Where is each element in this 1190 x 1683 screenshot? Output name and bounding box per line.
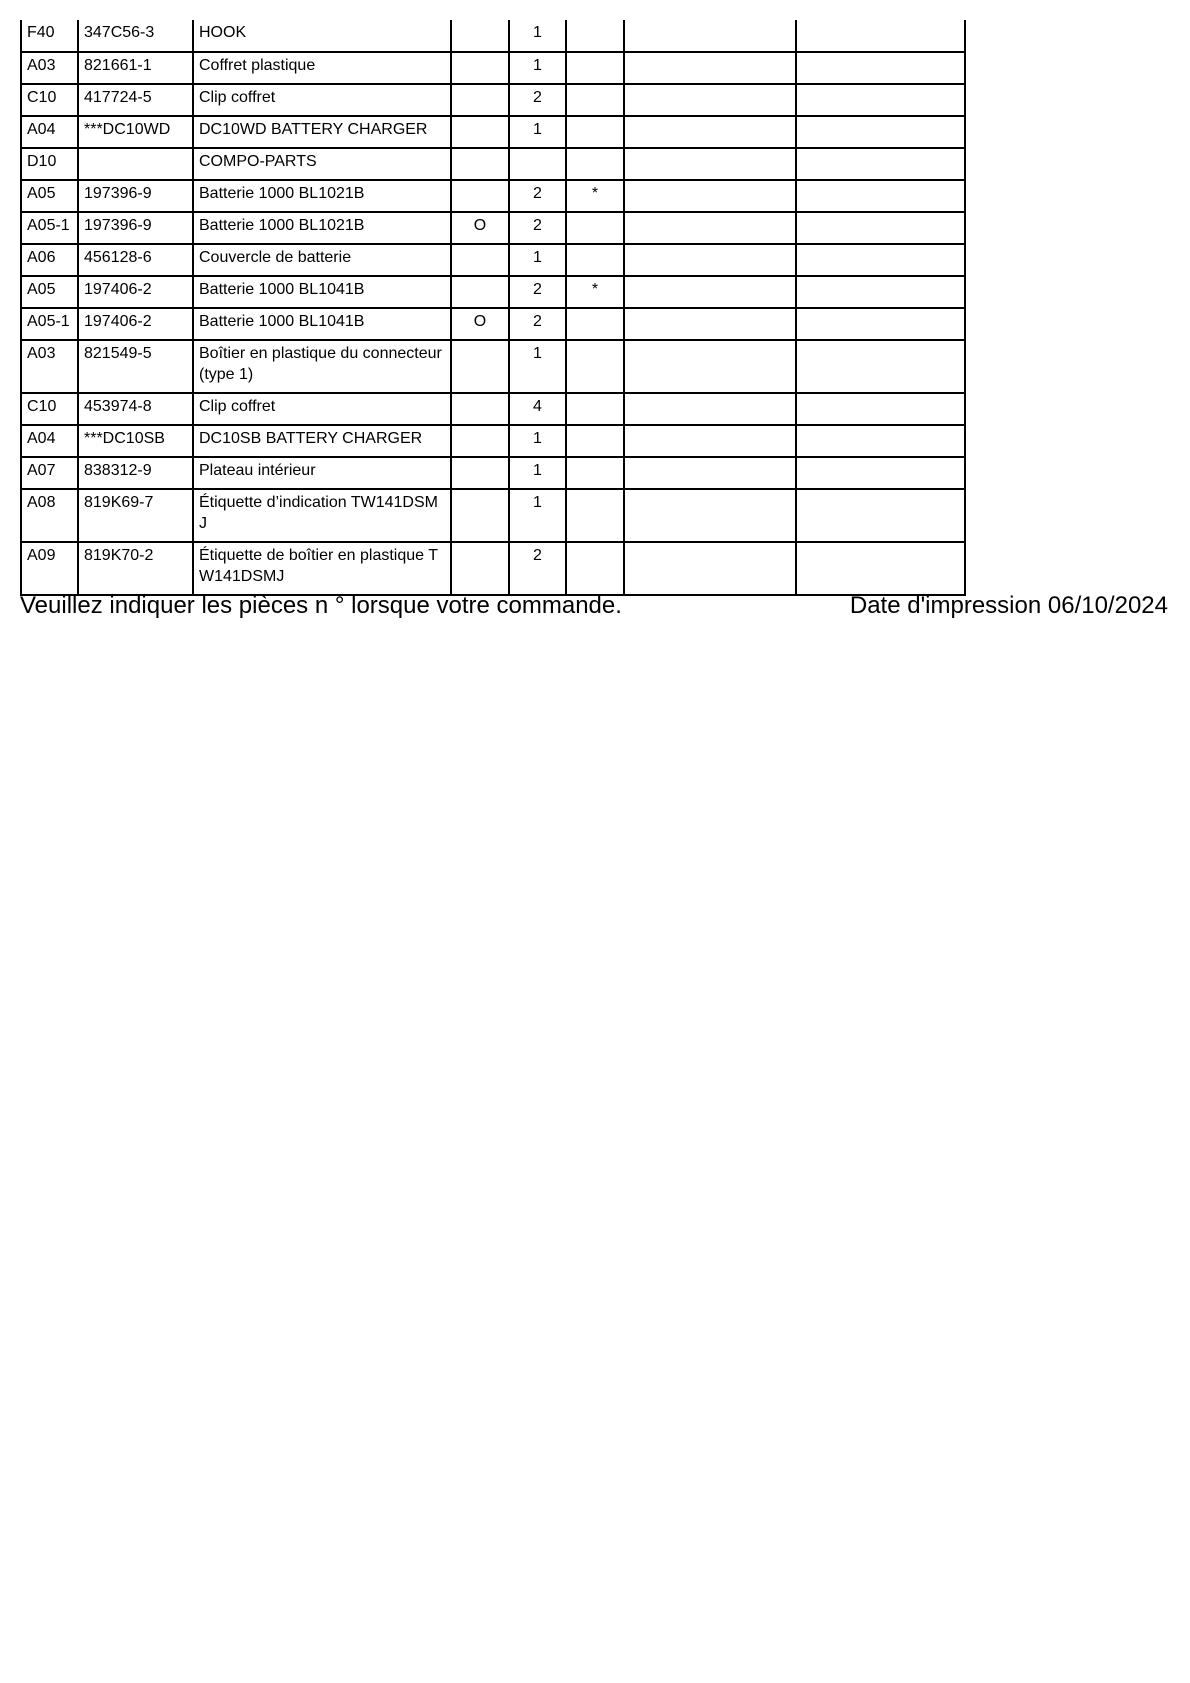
empty-cell: [624, 276, 796, 308]
table-row: [21, 457, 965, 489]
empty-cell: [624, 180, 796, 212]
note-cell: [566, 457, 624, 489]
description-cell: Couvercle de batterie: [193, 244, 451, 276]
ref-cell: A05: [21, 180, 78, 212]
part-number-cell: ***DC10SB: [78, 425, 193, 457]
quantity-cell: 4: [509, 393, 566, 425]
part-number-cell: 819K70-2: [78, 542, 193, 595]
note-cell: [566, 489, 624, 542]
part-number-cell: 838312-9: [78, 457, 193, 489]
empty-cell: [796, 308, 965, 340]
ref-cell: A06: [21, 244, 78, 276]
empty-cell: [624, 244, 796, 276]
option-cell: [451, 244, 509, 276]
quantity-cell: 1: [509, 340, 566, 393]
note-cell: [566, 308, 624, 340]
description-cell: Batterie 1000 BL1021B: [193, 180, 451, 212]
ref-cell: A03: [21, 52, 78, 84]
ref-cell: A09: [21, 542, 78, 595]
part-number-cell: 197406-2: [78, 308, 193, 340]
description-cell: Plateau intérieur: [193, 457, 451, 489]
description-cell: Boîtier en plastique du connecteur (type 1): [193, 340, 451, 393]
description-cell: Batterie 1000 BL1021B: [193, 212, 451, 244]
ref-cell: A05-1: [21, 308, 78, 340]
option-cell: [451, 148, 509, 180]
quantity-cell: 1: [509, 244, 566, 276]
ref-cell: D10: [21, 148, 78, 180]
table-row: [21, 116, 965, 148]
table-row: [21, 425, 965, 457]
quantity-cell: 2: [509, 276, 566, 308]
empty-cell: [796, 52, 965, 84]
part-number-cell: 819K69-7: [78, 489, 193, 542]
empty-cell: [624, 425, 796, 457]
ref-cell: C10: [21, 84, 78, 116]
empty-cell: [624, 542, 796, 595]
note-cell: [566, 244, 624, 276]
option-cell: [451, 425, 509, 457]
description-cell: Batterie 1000 BL1041B: [193, 276, 451, 308]
empty-cell: [796, 393, 965, 425]
ref-cell: A07: [21, 457, 78, 489]
note-cell: [566, 425, 624, 457]
quantity-cell: 2: [509, 180, 566, 212]
empty-cell: [624, 116, 796, 148]
note-cell: *: [566, 276, 624, 308]
option-cell: [451, 542, 509, 595]
quantity-cell: 1: [509, 116, 566, 148]
description-cell: Étiquette de boîtier en plastique TW141DSMJ: [193, 542, 451, 595]
empty-cell: [796, 276, 965, 308]
note-cell: [566, 116, 624, 148]
empty-cell: [796, 489, 965, 542]
option-cell: [451, 84, 509, 116]
empty-cell: [624, 489, 796, 542]
note-cell: [566, 542, 624, 595]
empty-cell: [624, 20, 796, 52]
description-cell: Coffret plastique: [193, 52, 451, 84]
table-row: [21, 276, 965, 308]
note-cell: [566, 393, 624, 425]
part-number-cell: 417724-5: [78, 84, 193, 116]
description-cell: Batterie 1000 BL1041B: [193, 308, 451, 340]
quantity-cell: 2: [509, 308, 566, 340]
empty-cell: [796, 20, 965, 52]
note-cell: [566, 84, 624, 116]
empty-cell: [796, 457, 965, 489]
ref-cell: A05-1: [21, 212, 78, 244]
note-cell: [566, 148, 624, 180]
option-cell: [451, 276, 509, 308]
print-date: Date d'impression 06/10/2024: [849, 592, 1168, 619]
part-number-cell: 456128-6: [78, 244, 193, 276]
empty-cell: [796, 425, 965, 457]
empty-cell: [796, 542, 965, 595]
ref-cell: C10: [21, 393, 78, 425]
description-cell: COMPO-PARTS: [193, 148, 451, 180]
ref-cell: A04: [21, 425, 78, 457]
description-cell: Clip coffret: [193, 84, 451, 116]
option-cell: [451, 20, 509, 52]
empty-cell: [796, 180, 965, 212]
part-number-cell: 821661-1: [78, 52, 193, 84]
ref-cell: A04: [21, 116, 78, 148]
part-number-cell: ***DC10WD: [78, 116, 193, 148]
empty-cell: [796, 148, 965, 180]
ref-cell: A05: [21, 276, 78, 308]
option-cell: [451, 457, 509, 489]
note-cell: [566, 212, 624, 244]
empty-cell: [624, 52, 796, 84]
option-cell: O: [451, 308, 509, 340]
empty-cell: [796, 212, 965, 244]
ref-cell: F40: [21, 20, 78, 52]
table-row: [21, 542, 965, 595]
description-cell: DC10SB BATTERY CHARGER: [193, 425, 451, 457]
table-row: [21, 308, 965, 340]
empty-cell: [624, 393, 796, 425]
part-number-cell: [78, 148, 193, 180]
empty-cell: [796, 244, 965, 276]
empty-cell: [624, 148, 796, 180]
table-row: [21, 340, 965, 393]
quantity-cell: 1: [509, 425, 566, 457]
quantity-cell: 1: [509, 457, 566, 489]
option-cell: [451, 116, 509, 148]
option-cell: [451, 393, 509, 425]
table-row: [21, 84, 965, 116]
description-cell: DC10WD BATTERY CHARGER: [193, 116, 451, 148]
part-number-cell: 197396-9: [78, 212, 193, 244]
option-cell: [451, 52, 509, 84]
ref-cell: A08: [21, 489, 78, 542]
note-cell: [566, 20, 624, 52]
part-number-cell: 347C56-3: [78, 20, 193, 52]
parts-table: [20, 20, 966, 596]
empty-cell: [796, 340, 965, 393]
table-row: [21, 212, 965, 244]
quantity-cell: [509, 148, 566, 180]
table-row: [21, 148, 965, 180]
empty-cell: [624, 308, 796, 340]
option-cell: O: [451, 212, 509, 244]
description-cell: Étiquette d’indication TW141DSMJ: [193, 489, 451, 542]
option-cell: [451, 340, 509, 393]
table-row: [21, 20, 965, 52]
table-row: [21, 393, 965, 425]
quantity-cell: 1: [509, 52, 566, 84]
table-row: [21, 244, 965, 276]
quantity-cell: 1: [509, 489, 566, 542]
empty-cell: [624, 84, 796, 116]
option-cell: [451, 180, 509, 212]
empty-cell: [624, 212, 796, 244]
table-row: [21, 489, 965, 542]
quantity-cell: 2: [509, 542, 566, 595]
ref-cell: A03: [21, 340, 78, 393]
quantity-cell: 2: [509, 212, 566, 244]
description-cell: Clip coffret: [193, 393, 451, 425]
note-cell: [566, 340, 624, 393]
empty-cell: [796, 116, 965, 148]
quantity-cell: 1: [509, 20, 566, 52]
note-cell: *: [566, 180, 624, 212]
part-number-cell: 197396-9: [78, 180, 193, 212]
table-row: [21, 180, 965, 212]
empty-cell: [624, 457, 796, 489]
quantity-cell: 2: [509, 84, 566, 116]
part-number-cell: 453974-8: [78, 393, 193, 425]
empty-cell: [624, 340, 796, 393]
table-row: [21, 52, 965, 84]
part-number-cell: 821549-5: [78, 340, 193, 393]
order-instruction: Veuillez indiquer les pièces n ° lorsque votre commande.: [20, 592, 622, 619]
option-cell: [451, 489, 509, 542]
description-cell: HOOK: [193, 20, 451, 52]
empty-cell: [796, 84, 965, 116]
part-number-cell: 197406-2: [78, 276, 193, 308]
note-cell: [566, 52, 624, 84]
